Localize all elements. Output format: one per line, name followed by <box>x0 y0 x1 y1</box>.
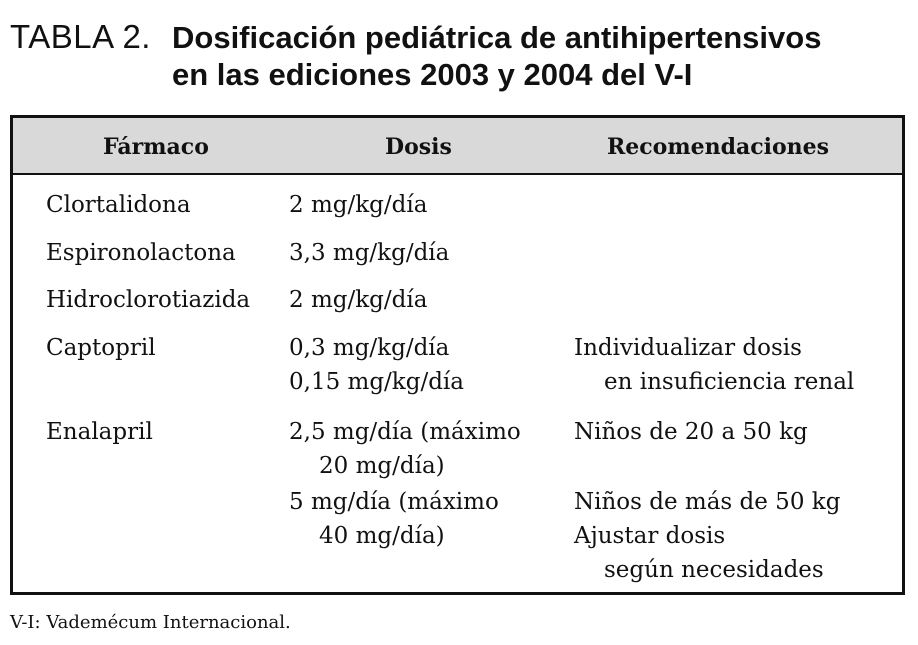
table-title <box>10 18 910 93</box>
title-line-1: Dosificación pediátrica de antihipertensivos <box>172 20 822 55</box>
drug-cell: Hidroclorotiazida <box>46 287 251 313</box>
dose-cell: 2 mg/kg/día <box>289 192 428 218</box>
dose-cell: 0,3 mg/kg/día <box>289 335 450 361</box>
recommendation-cell: Niños de 20 a 50 kg <box>574 419 808 445</box>
header-recomendaciones: Recomendaciones <box>607 134 830 160</box>
table-footnote: V-I: Vademécum Internacional. <box>10 612 291 633</box>
drug-cell: Clortalidona <box>46 192 191 218</box>
dose-cell: 20 mg/día) <box>319 453 445 479</box>
dose-cell: 0,15 mg/kg/día <box>289 369 465 395</box>
drug-cell: Enalapril <box>46 419 153 445</box>
header-farmaco: Fármaco <box>103 134 209 160</box>
dose-cell: 40 mg/día) <box>319 523 445 549</box>
drug-cell: Espironolactona <box>46 240 236 266</box>
recommendation-cell: Niños de más de 50 kg <box>574 489 841 515</box>
dose-cell: 2,5 mg/día (máximo <box>289 419 521 445</box>
recommendation-cell: Individualizar dosis <box>574 335 802 361</box>
table-label: TABLA 2. <box>10 18 151 55</box>
recommendation-cell: según necesidades <box>604 557 824 583</box>
dose-cell: 3,3 mg/kg/día <box>289 240 450 266</box>
table-header <box>13 118 902 175</box>
recommendation-cell: en insuficiencia renal <box>604 369 855 395</box>
header-dosis: Dosis <box>385 134 452 160</box>
dose-cell: 2 mg/kg/día <box>289 287 428 313</box>
drug-cell: Captopril <box>46 335 156 361</box>
dose-cell: 5 mg/día (máximo <box>289 489 499 515</box>
recommendation-cell: Ajustar dosis <box>574 523 726 549</box>
title-line-2: en las ediciones 2003 y 2004 del V-I <box>172 57 693 92</box>
dosage-table <box>10 115 905 595</box>
